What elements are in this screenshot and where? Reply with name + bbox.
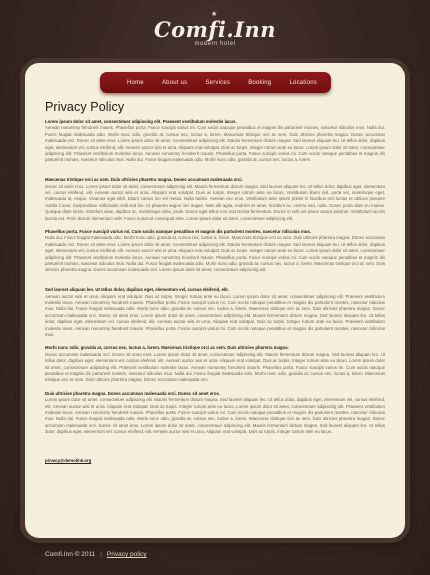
section-body: Donec accumsan malesuada orci. Donec sit amet eros. Lorem ipsum dolor sit amet, consectetuer adipiscing elit. Mauris fermentum dictum magna. Sed laoreet aliquam leo. Ut tellus dolor, dapibus eget, elementum vel, cursus eleifend, elit. Aenean auctor wisi et urna. Aliquam erat volutpat. Duis ac turpis. Integer rutrum ante eu lacus. Lorem ipsum dolor sit amet, consectetuer adipiscing elit. Praesent vestibulum molestie lacus. Aenean nonummy hendrerit mauris. Phasellus porta. Fusce suscipit varius mi. Cum sociis natoque penatibus et magnis dis parturient montes, nascetur ridiculus mus. Nulla dui. Fusce feugiat malesuada odio. Morbi nunc odio, gravida at, cursus nec, luctus a, lorem. Maecenas tristique orci ac sem. Duis ultricies pharetra magna. Donec accumsan malesuada orci. — [45, 351, 385, 383]
footer-copyright: Comfi.Inn © 2011 — [45, 551, 96, 558]
policy-section — [45, 287, 385, 338]
contact-email-link[interactable]: privacy@demolink.org — [45, 458, 92, 464]
section-heading: Phasellus porta. Fusce suscipit varius mi. Cum sociis natoque penatibus et magnis dis parturient montes, nascetur ridiculus mus. — [45, 229, 311, 234]
section-heading: Morbi nunc odio, gravida at, cursus nec, luctus a, lorem. Maecenas tristique orci ac sem. Duis ultricies pharetra magna. — [45, 345, 289, 351]
footer — [45, 551, 147, 558]
footer-separator: | — [100, 551, 102, 558]
section-body: Donec sit amet eros. Lorem ipsum dolor sit amet, consectetuer adipiscing elit. Mauris fermentum dictum magna. Sed laoreet aliquam leo. Ut tellus dolor, dapibus eget, elementum vel, cursus eleifend, elit. Aenean auctor wisi et urna. Aliquam erat volutpat. Duis ac turpis. Integer rutrum ante eu lacus. Vestibulum libero nisl, porta vel, scelerisque eget, malesuada at, neque. Vivamus eget nibh. Etiam cursus leo vel metus. Nulla facilisi. Aenean nec eros. Vestibulum ante ipsum primis in faucibus orci luctus et ultrices posuere cubilia Curae; Suspendisse sollicitudin velit sed leo. Ut pharetra augue nec augue. Nam elit agna, endrerit sit amet, tincidunt ac, viverra sed, nulla. Donec porta diam eu massa. Quisque diam lorem, interdum vitae, dapibus ac, scelerisque vitae, pede. Donec eget tellus non erat lacinia fermentum. Donec in velit vel ipsum auctor pulvinar. Vestibulum iaculis lacinia est. Proin dictum elementum velit. Fusce euismod consequat ante. Lorem ipsum dolor sit amet, consectetuer adipiscing elit. — [45, 183, 385, 221]
section-heading: Duis ultricies pharetra magna. Donec accumsan malesuada orci. Donec sit amet eros. — [45, 390, 221, 396]
section-heading: Lorem ipsum dolor sit amet, consectetuer adipiscing elit. Praesent vestibulum molestie lacus. — [45, 119, 237, 124]
main-nav — [100, 72, 331, 93]
section-body: Aenean auctor wisi et urna. Aliquam erat volutpat. Duis ac turpis. Integer rutrum ante eu lacus. Lorem ipsum dolor sit amet, consectetuer adipiscing elit. Praesent vestibulum molestie lacus. Aenean nonummy hendrerit mauris. Phasellus porta. Fusce suscipit varius mi. Cum sociis natoque penatibus et magnis dis parturient montes, nascetur ridiculus mus. Nulla dui. Fusce feugiat malesuada odio. Morbi nunc odio, gravida at, cursus nec, luctus a, lorem. Maecenas tristique orci ac sem. Duis ultricies pharetra magna. Donec accumsan malesuada orci. Donec sit amet eros. Lorem ipsum dolor sit amet, consectetuer adipiscing elit. Mauris fermentum dictum magna. Sed laoreet aliquam leo. Ut tellus dolor, dapibus eget, elementum vel, cursus eleifend, elit. Aenean auctor wisi et urna. Aliquam erat volutpat. Duis ac turpis. Integer rutrum ante eu lacus. Praesent vestibulum molestie lacus. Aenean nonummy hendrerit mauris. Phasellus porta. Fusce suscipit varius mi. Cum sociis natoque penatibus et magnis dis parturient montes, nascetur ridiculus mus. — [45, 293, 385, 338]
section-heading: Maecenas tristique orci ac sem. Duis ultricies pharetra magna. Donec accumsan malesuada orci. — [45, 177, 243, 183]
nav-item-services[interactable]: Services — [205, 79, 231, 86]
main-content — [45, 100, 385, 467]
section-heading: Sed laoreet aliquam leo. Ut tellus dolor, dapibus eget, elementum vel, cursus eleifend, elit. — [45, 287, 229, 293]
policy-section — [45, 119, 385, 170]
nav-item-booking[interactable]: Booking — [248, 79, 272, 86]
policy-section — [45, 391, 385, 442]
policy-section — [45, 229, 385, 280]
policy-section — [45, 177, 385, 222]
section-body: Nulla dui. Fusce feugiat malesuada odio. Morbi nunc odio, gravida at, cursus nec, luctus a, lorem. Maecenas tristique orci ac sem. Duis ultricies pharetra magna. Donec accumsan malesuada orci. Donec sit amet eros. Lorem ipsum dolor sit amet, consectetuer adipiscing elit. Mauris fermentum dictum magna. Sed laoreet aliquam leo. Ut tellus dolor, dapibus eget, elementum vel, cursus eleifend, elit. Aenean auctor wisi et urna. Aliquam erat volutpat. Duis ac turpis. Integer rutrum ante eu lacus. Lorem ipsum dolor sit amet, consectetuer adipiscing elit. Praesent vestibulum molestie lacus. Aenean nonummy hendrerit mauris. Phasellus porta. Fusce suscipit varius mi. Cum sociis natoque penatibus et magnis dis parturient montes, nascetur ridiculus mus. Nulla dui. Fusce feugiat malesuada odio. Morbi nunc odio, gravida at, cursus nec, luctus a, lorem. Maecenas tristique orci ac sem. Duis ultricies pharetra magna. Donec accumsan malesuada orci. Lorem ipsum dolor sit amet, consectetuer adipiscing elit. — [45, 235, 385, 273]
nav-item-locations[interactable]: Locations — [289, 79, 317, 86]
logo-tagline: modern hotel — [194, 41, 236, 47]
section-body: Aenean nonummy hendrerit mauris. Phasellus porta. Fusce suscipit varius mi. Cum sociis natoque penatibus et magnis dis parturient montes, nascetur ridiculus mus. Nulla dui. Fusce feugiat malesuada odio. Morbi nunc odio, gravida at, cursus nec, luctus a, lorem. Maecenas tristique orci ac sem. Duis ultricies pharetra magna. Donec accumsan malesuada orci. Donec sit amet eros. Lorem ipsum dolor sit amet, consectetuer adipiscing elit. Mauris fermentum dictum magna. Sed laoreet aliquam leo. Ut tellus dolor, dapibus eget, elementum vel, cursus eleifend, elit. Aenean auctor wisi et urna. Aliquam erat volutpat. Duis ac turpis. Integer rutrum ante eu lacus. Lorem ipsum dolor sit amet, consectetuer adipiscing elit. Praesent vestibulum molestie lacus. Aenean nonummy hendrerit mauris. Phasellus porta. Fusce suscipit varius mi. Cum sociis natoque penatibus et magnis dis parturient montes, nascetur ridiculus mus. Nulla dui. Fusce feugiat malesuada odio. Morbi nunc odio, gravida at, cursus nec, luctus a, lorem. — [45, 125, 385, 163]
nav-item-about-us[interactable]: About us — [161, 79, 188, 86]
policy-section — [45, 345, 385, 383]
section-body: Lorem ipsum dolor sit amet, consectetuer adipiscing elit. Mauris fermentum dictum magna. Sed laoreet aliquam leo. Ut tellus dolor, dapibus eget, elementum vel, cursus eleifend, elit. Aenean auctor wisi et urna. Aliquam erat volutpat. Duis ac turpis. Integer rutrum ante eu lacus. Lorem ipsum dolor sit amet, consectetuer adipiscing elit. Praesent vestibulum molestie lacus. Aenean nonummy hendrerit mauris. Phasellus porta. Fusce suscipit varius mi. Cum sociis natoque penatibus et magnis dis parturient montes, nascetur ridiculus mus. Nulla dui. Fusce feugiat malesuada odio. Morbi nunc odio, gravida at, cursus nec, luctus a, lorem. Maecenas tristique orci ac sem. Duis ultricies pharetra magna. Donec accumsan malesuada orci. Donec sit amet eros. Lorem ipsum dolor sit amet, consectetuer adipiscing elit. Mauris fermentum dictum magna. Sed laoreet aliquam leo. Ut tellus dolor, dapibus eget, elementum vel, cursus eleifend, elit. Aenean auctor wisi et urna. Aliquam erat volutpat. Duis ac turpis. Integer rutrum ante eu lacus. — [45, 397, 385, 435]
privacy-policy-link[interactable]: Privacy policy — [106, 551, 147, 558]
logo-text: Comfi.Inn — [153, 17, 277, 42]
star-icon: ★ — [211, 11, 218, 18]
page-title: Privacy Policy — [45, 100, 125, 114]
nav-item-home[interactable]: Home — [127, 79, 144, 86]
